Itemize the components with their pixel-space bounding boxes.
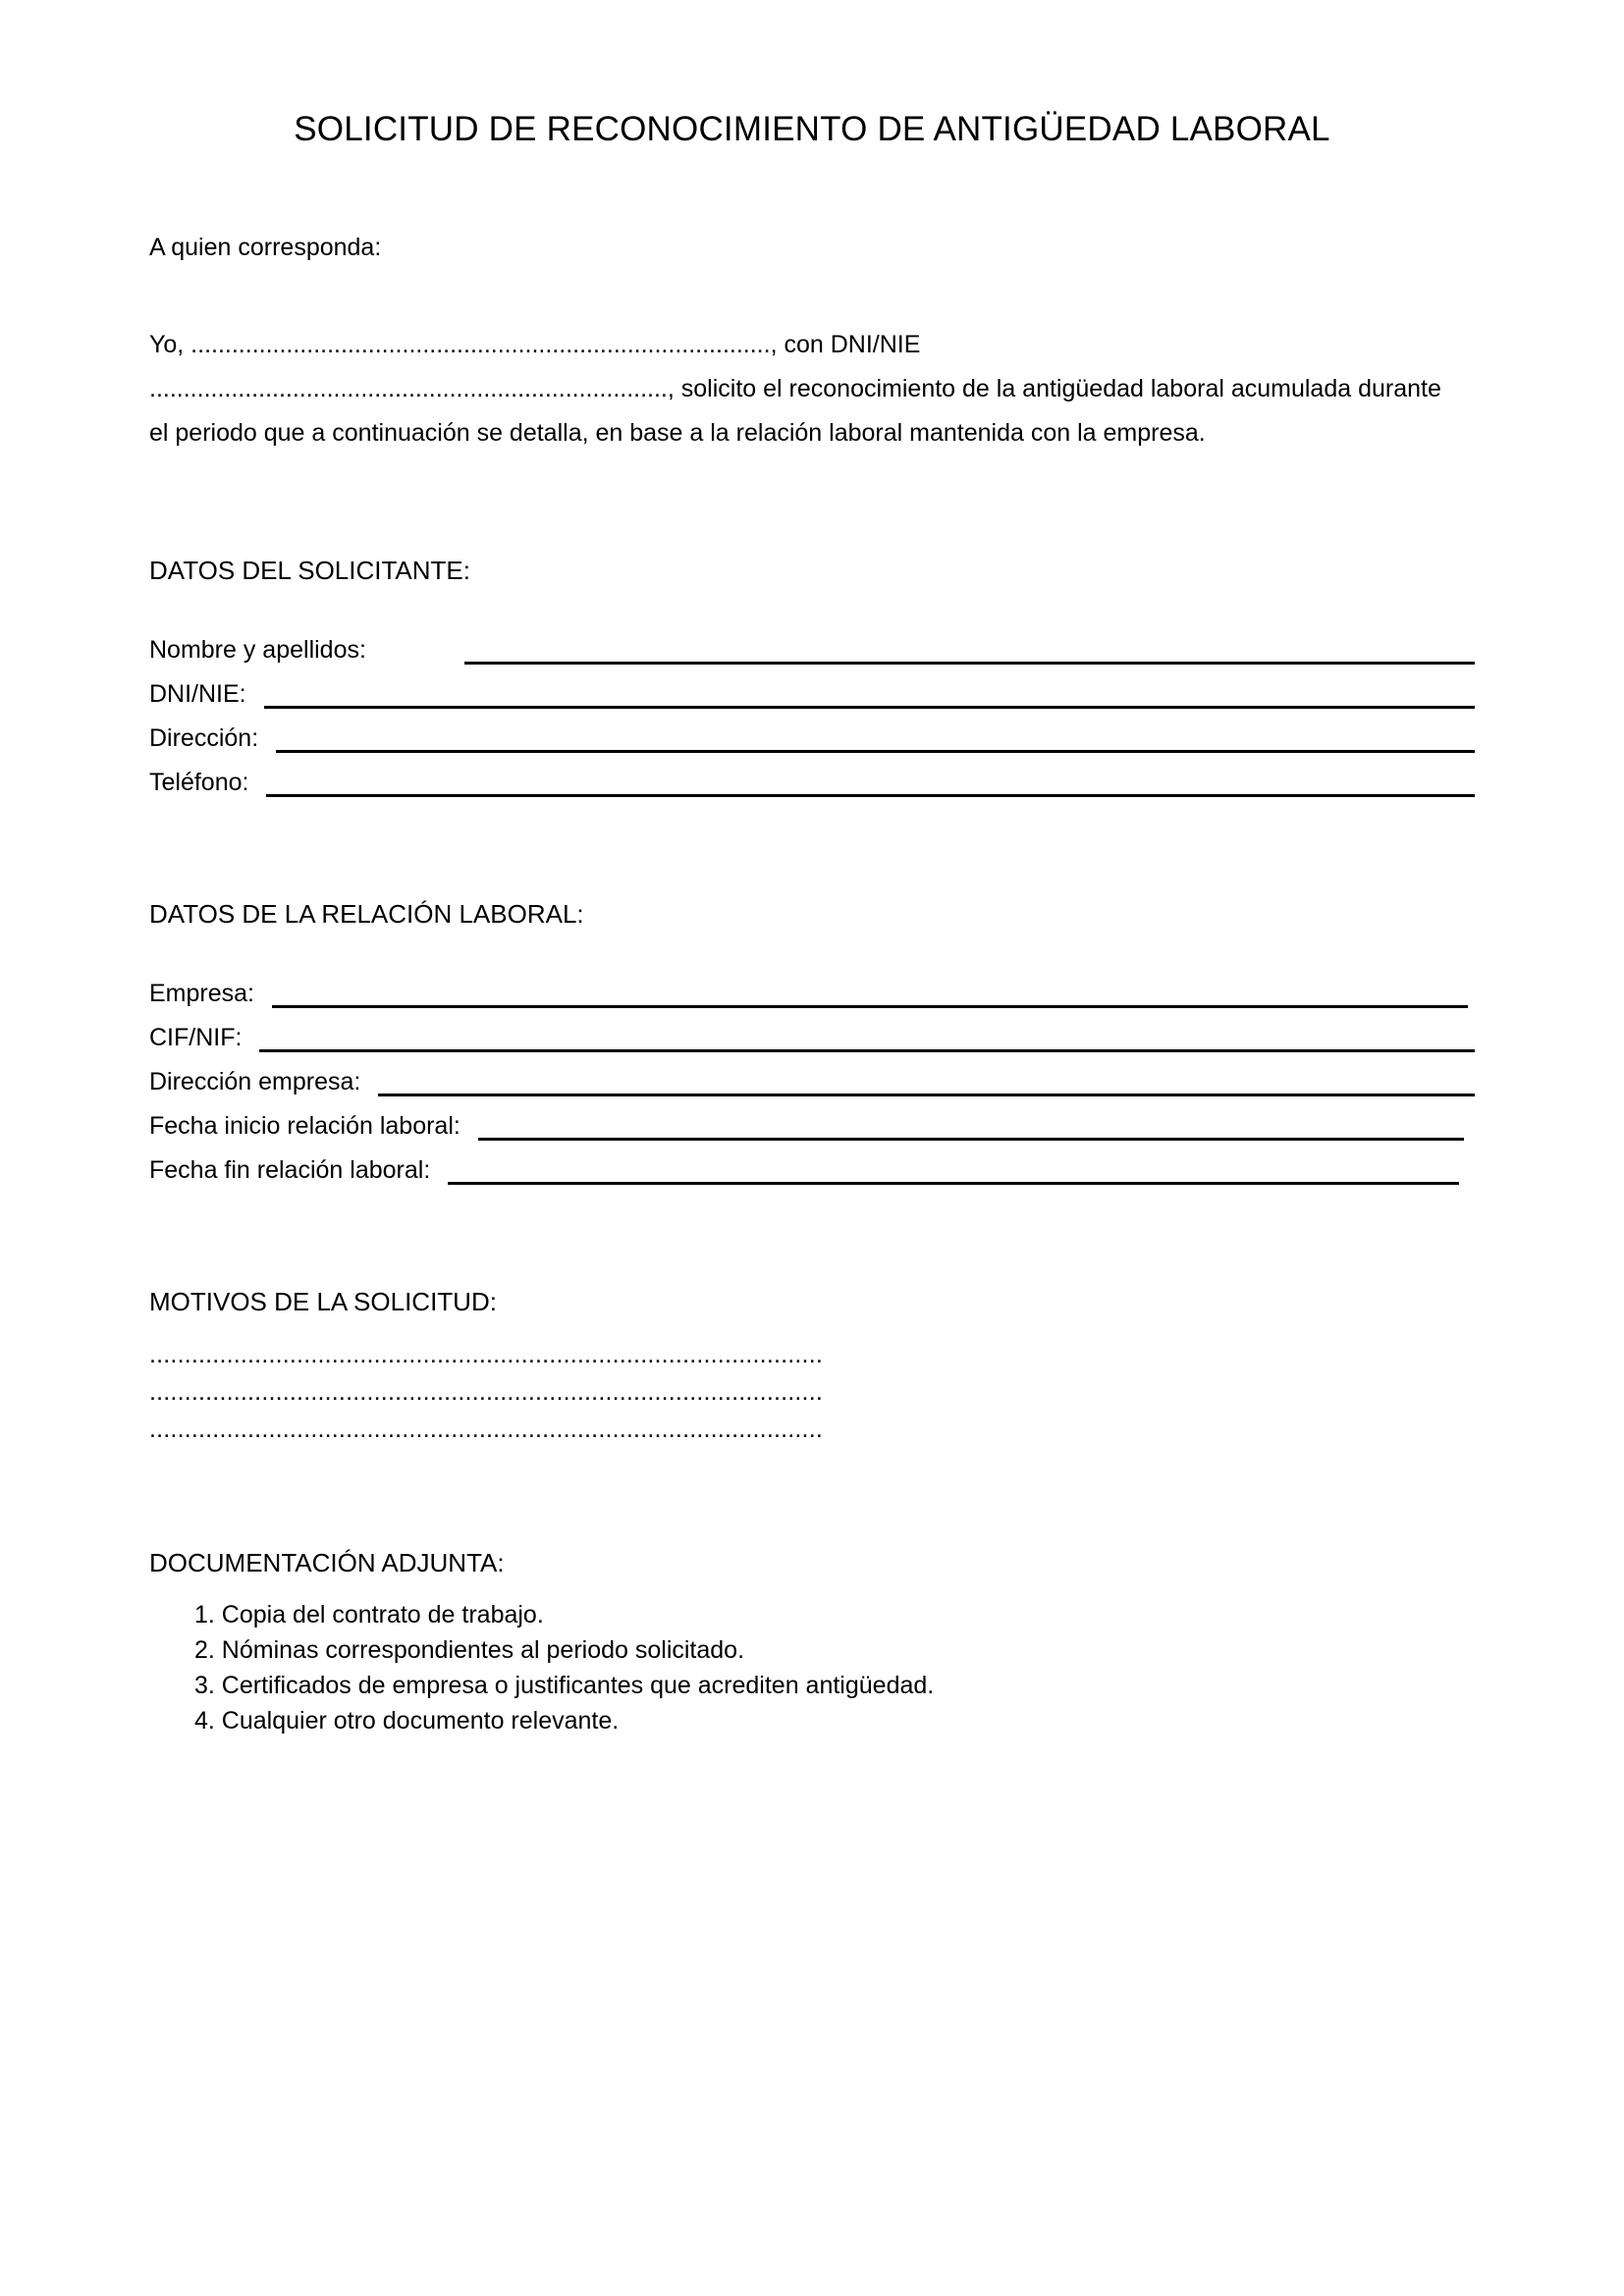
- field-label-dni: DNI/NIE:: [149, 680, 246, 708]
- spacer: [149, 1575, 1475, 1597]
- reasons-section-heading: MOTIVOS DE LA SOLICITUD:: [149, 1287, 497, 1316]
- applicant-section-heading: DATOS DEL SOLICITANTE:: [149, 556, 470, 585]
- field-label-nombre: Nombre y apellidos:: [149, 636, 366, 664]
- spacer: [149, 1314, 1475, 1336]
- field-label-telefono: Teléfono:: [149, 769, 249, 796]
- field-input-nombre[interactable]: [464, 662, 1475, 665]
- field-input-cif[interactable]: [259, 1049, 1475, 1052]
- reasons-line-2[interactable]: ................................................................................................: [149, 1378, 823, 1406]
- field-row-direccion-empresa: [149, 1054, 1475, 1098]
- attachments-list: [149, 1597, 1475, 1738]
- field-row-direccion: [149, 711, 1475, 755]
- field-label-empresa: Empresa:: [149, 980, 254, 1007]
- reasons-line-3[interactable]: ................................................................................................: [149, 1415, 823, 1443]
- list-item: 4. Cualquier otro documento relevante.: [194, 1707, 620, 1735]
- list-item: 2. Nóminas correspondientes al periodo solicitado.: [194, 1636, 745, 1664]
- spacer: [149, 455, 1475, 558]
- reasons-section: [149, 1289, 1475, 1448]
- reasons-lines: [149, 1336, 1475, 1448]
- field-row-telefono: [149, 755, 1475, 799]
- attachments-section-heading: DOCUMENTACIÓN ADJUNTA:: [149, 1548, 505, 1577]
- field-label-direccion: Dirección:: [149, 724, 259, 752]
- field-label-cif: CIF/NIF:: [149, 1024, 243, 1051]
- employment-section: [149, 901, 1475, 1187]
- list-item: 1. Copia del contrato de trabajo.: [194, 1601, 544, 1629]
- field-input-direccion[interactable]: [276, 750, 1475, 753]
- intro-paragraph: Yo, ....................................................................................., con DNI/NIE ............................................................................, solicito el reconocimiento de la antigüedad laboral acumulada durante el periodo que a continuación se detalla, en base a la relación laboral mantenida con la empresa.: [149, 331, 1441, 447]
- field-row-cif: [149, 1010, 1475, 1054]
- field-row-fecha-fin: [149, 1143, 1475, 1187]
- reasons-line-1[interactable]: ................................................................................................: [149, 1341, 823, 1368]
- field-label-fecha-inicio: Fecha inicio relación laboral:: [149, 1112, 460, 1140]
- salutation-text: A quien corresponda:: [149, 234, 382, 261]
- employment-section-heading: DATOS DE LA RELACIÓN LABORAL:: [149, 899, 584, 929]
- page-title: SOLICITUD DE RECONOCIMIENTO DE ANTIGÜEDAD LABORAL: [294, 110, 1330, 148]
- applicant-section: [149, 558, 1475, 799]
- field-label-direccion-empresa: Dirección empresa:: [149, 1068, 361, 1095]
- field-input-empresa[interactable]: [272, 1005, 1468, 1008]
- field-input-telefono[interactable]: [266, 794, 1475, 797]
- spacer: [149, 927, 1475, 966]
- document-body: [149, 236, 1475, 1738]
- field-input-direccion-empresa[interactable]: [378, 1094, 1475, 1096]
- field-row-nombre: [149, 622, 1475, 667]
- applicant-fields: [149, 622, 1475, 799]
- field-input-dni[interactable]: [264, 706, 1475, 709]
- field-input-fecha-fin[interactable]: [448, 1182, 1459, 1185]
- spacer: [149, 1448, 1475, 1550]
- spacer: [149, 1187, 1475, 1289]
- field-label-fecha-fin: Fecha fin relación laboral:: [149, 1156, 431, 1184]
- field-row-empresa: [149, 966, 1475, 1010]
- field-row-dni: [149, 667, 1475, 711]
- field-input-fecha-inicio[interactable]: [478, 1138, 1464, 1141]
- field-row-fecha-inicio: [149, 1098, 1475, 1143]
- spacer: [149, 799, 1475, 901]
- list-item: 3. Certificados de empresa o justificantes que acrediten antigüedad.: [194, 1672, 935, 1699]
- spacer: [149, 583, 1475, 622]
- attachments-section: [149, 1550, 1475, 1738]
- employment-fields: [149, 966, 1475, 1187]
